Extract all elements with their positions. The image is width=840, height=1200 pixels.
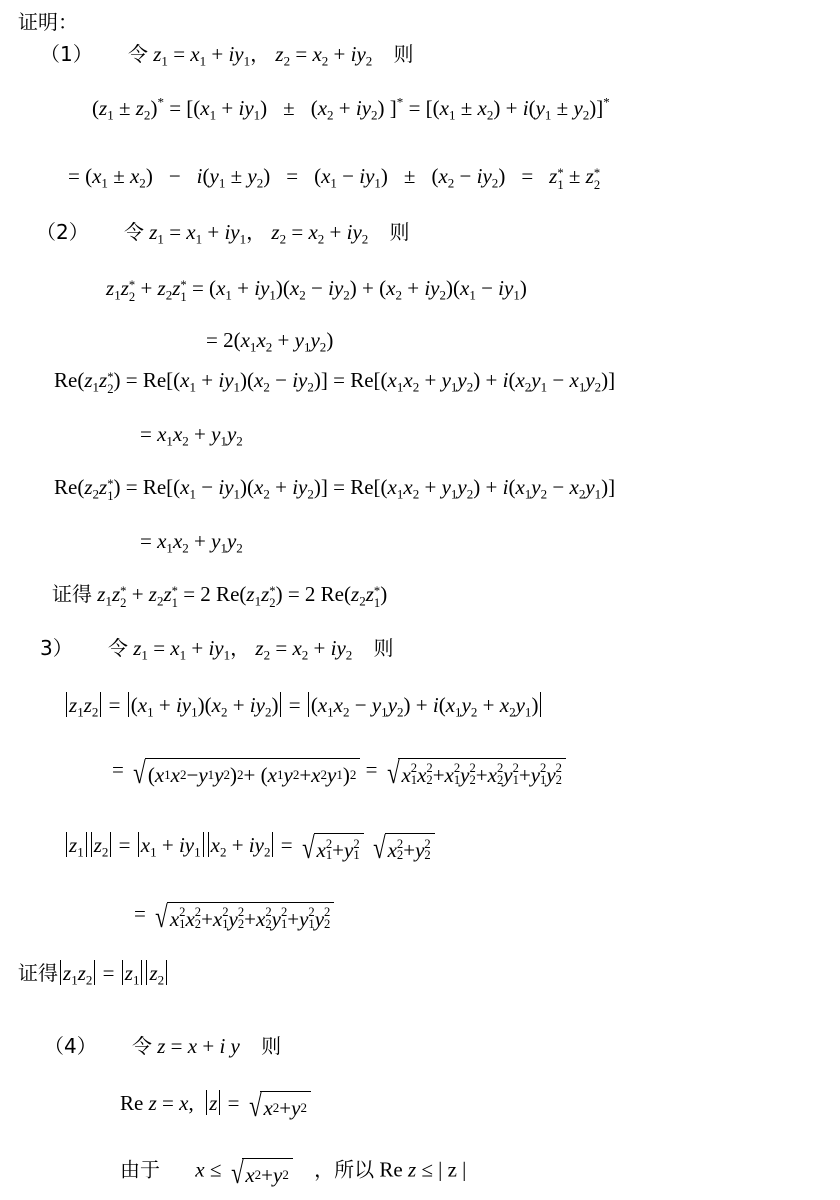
word-let: 令 — [107, 636, 128, 660]
eq-1a: $(z_1 \pm z_2)^* = [(x_1 + iy_1) \pm (x_2 + iy_2) ]^* = [(x_1 \pm x_2) + i(y_1 \pm y_2)]^*$ — [92, 94, 610, 123]
eq-1b: = $(x_1 \pm x_2) - i(y_1 \pm y_2) = (x_1 - iy_1) \pm (x_2 - iy_2) = z$ * 1 ± z * 2 — [68, 164, 601, 193]
word-since: 由于 — [120, 1157, 160, 1182]
word-let: 令 — [131, 1034, 152, 1058]
word-let: 令 — [123, 220, 144, 244]
eq-3d: = √ x 2 1 x 2 2 + x 2 1 y 2 2 + x 2 2 y 2 1 + y 2 1 y 2 2 — [134, 902, 334, 932]
proof-heading: 证明： — [18, 10, 78, 34]
part-4-intro: （4） 令 z = x + i y 则 — [44, 1034, 282, 1058]
eq-3c: $z_1$ $z_2 = x_1 + iy_1$ $x_2 + iy_2$ = √ x 2 1 + y 2 1 √ x 2 2 + y 2 2 — [64, 832, 435, 864]
part-1-intro: （1） 令 $z_1 = x_1 + iy_1$， $z_2 = x_2 + iy_2$ 则 — [40, 42, 414, 69]
eq-2f: = $x_1x_2 + y_1y_2$ — [140, 529, 243, 556]
part-4-label: （4） — [44, 1034, 97, 1058]
eq-3-conclusion: 证得 $z_1z_2 = z_1$ $z_2$ — [18, 960, 169, 985]
part-1-label: （1） — [40, 42, 93, 66]
part-2-label: （2） — [36, 220, 89, 244]
comma: ， — [250, 42, 271, 66]
part-3-intro: 3） 令 $z_1 = x_1 + iy_1$， $z_2 = x_2 + iy_2$ 则 — [40, 636, 394, 663]
word-then: 则 — [261, 1034, 282, 1058]
eq-4a: Re z = x, z = √ x 2 + y 2 — [120, 1090, 311, 1122]
eq-2a: $z_1z$ * 2 + $z_2z$ * 1 = $(x_1 + iy_1)(x_2 - iy_2) + (x_2 + iy_2)(x_1 - iy_1)$ — [106, 276, 527, 305]
word-hence: 证得 — [18, 960, 58, 985]
word-let: 令 — [127, 42, 148, 66]
eq-2e: $Re(z_2z$ * 1 ) = $Re[(x_1 - iy_1)(x_2 + iy_2)] = Re[(x_1x_2 + y_1y_2) + i(x_1y_2 - x_2y_1)]$ — [54, 475, 616, 504]
eq-2c: $Re(z_1z$ * 2 ) = $Re[(x_1 + iy_1)(x_2 - iy_2)] = Re[(x_1x_2 + y_1y_2) + i(x_2y_1 - x_1y_2)]$ — [54, 368, 616, 397]
word-then: 则 — [389, 220, 410, 244]
word-therefore: ，所以 — [314, 1157, 375, 1182]
part-2-intro: （2） 令 $z_1 = x_1 + iy_1$， $z_2 = x_2 + iy_2$ 则 — [36, 220, 410, 247]
eq-4b: 由于 x ≤ √ x 2 + y 2 ，所以 Re z ≤ | z | — [120, 1156, 467, 1190]
word-then: 则 — [373, 636, 394, 660]
eq-2b: = $2(x_1x_2 + y_1y_2)$ — [206, 328, 334, 355]
comma: ， — [230, 636, 251, 660]
word-then: 则 — [393, 42, 414, 66]
eq-3a: $z_1z_2 = (x_1 + iy_1)(x_2 + iy_2) = (x_1x_2 - y_1y_2) + i(x_1y_2 + x_2y_1)$ — [64, 692, 543, 717]
comma: ， — [246, 220, 267, 244]
eq-2d: = $x_1x_2 + y_1y_2$ — [140, 422, 243, 449]
word-hence: 证得 — [52, 582, 92, 606]
eq-3b: = √ ( x 1 x 2 − y 1 y 2 ) 2 + ( x 1 y 2 + x 2 y 1 ) 2 = √ x 2 1 x 2 2 + x 2 1 y 2 2 + x 2 2 y 2 1 + y 2 1 y 2 2 — [112, 758, 566, 788]
eq-2-conclusion: 证得 $z_1z$ * 2 + $z_2z$ * 1 = 2 $Re(z_1z$ * 2 ) = 2 $Re(z_2z$ * 1 ) — [52, 582, 388, 611]
part-3-label: 3） — [40, 636, 73, 660]
